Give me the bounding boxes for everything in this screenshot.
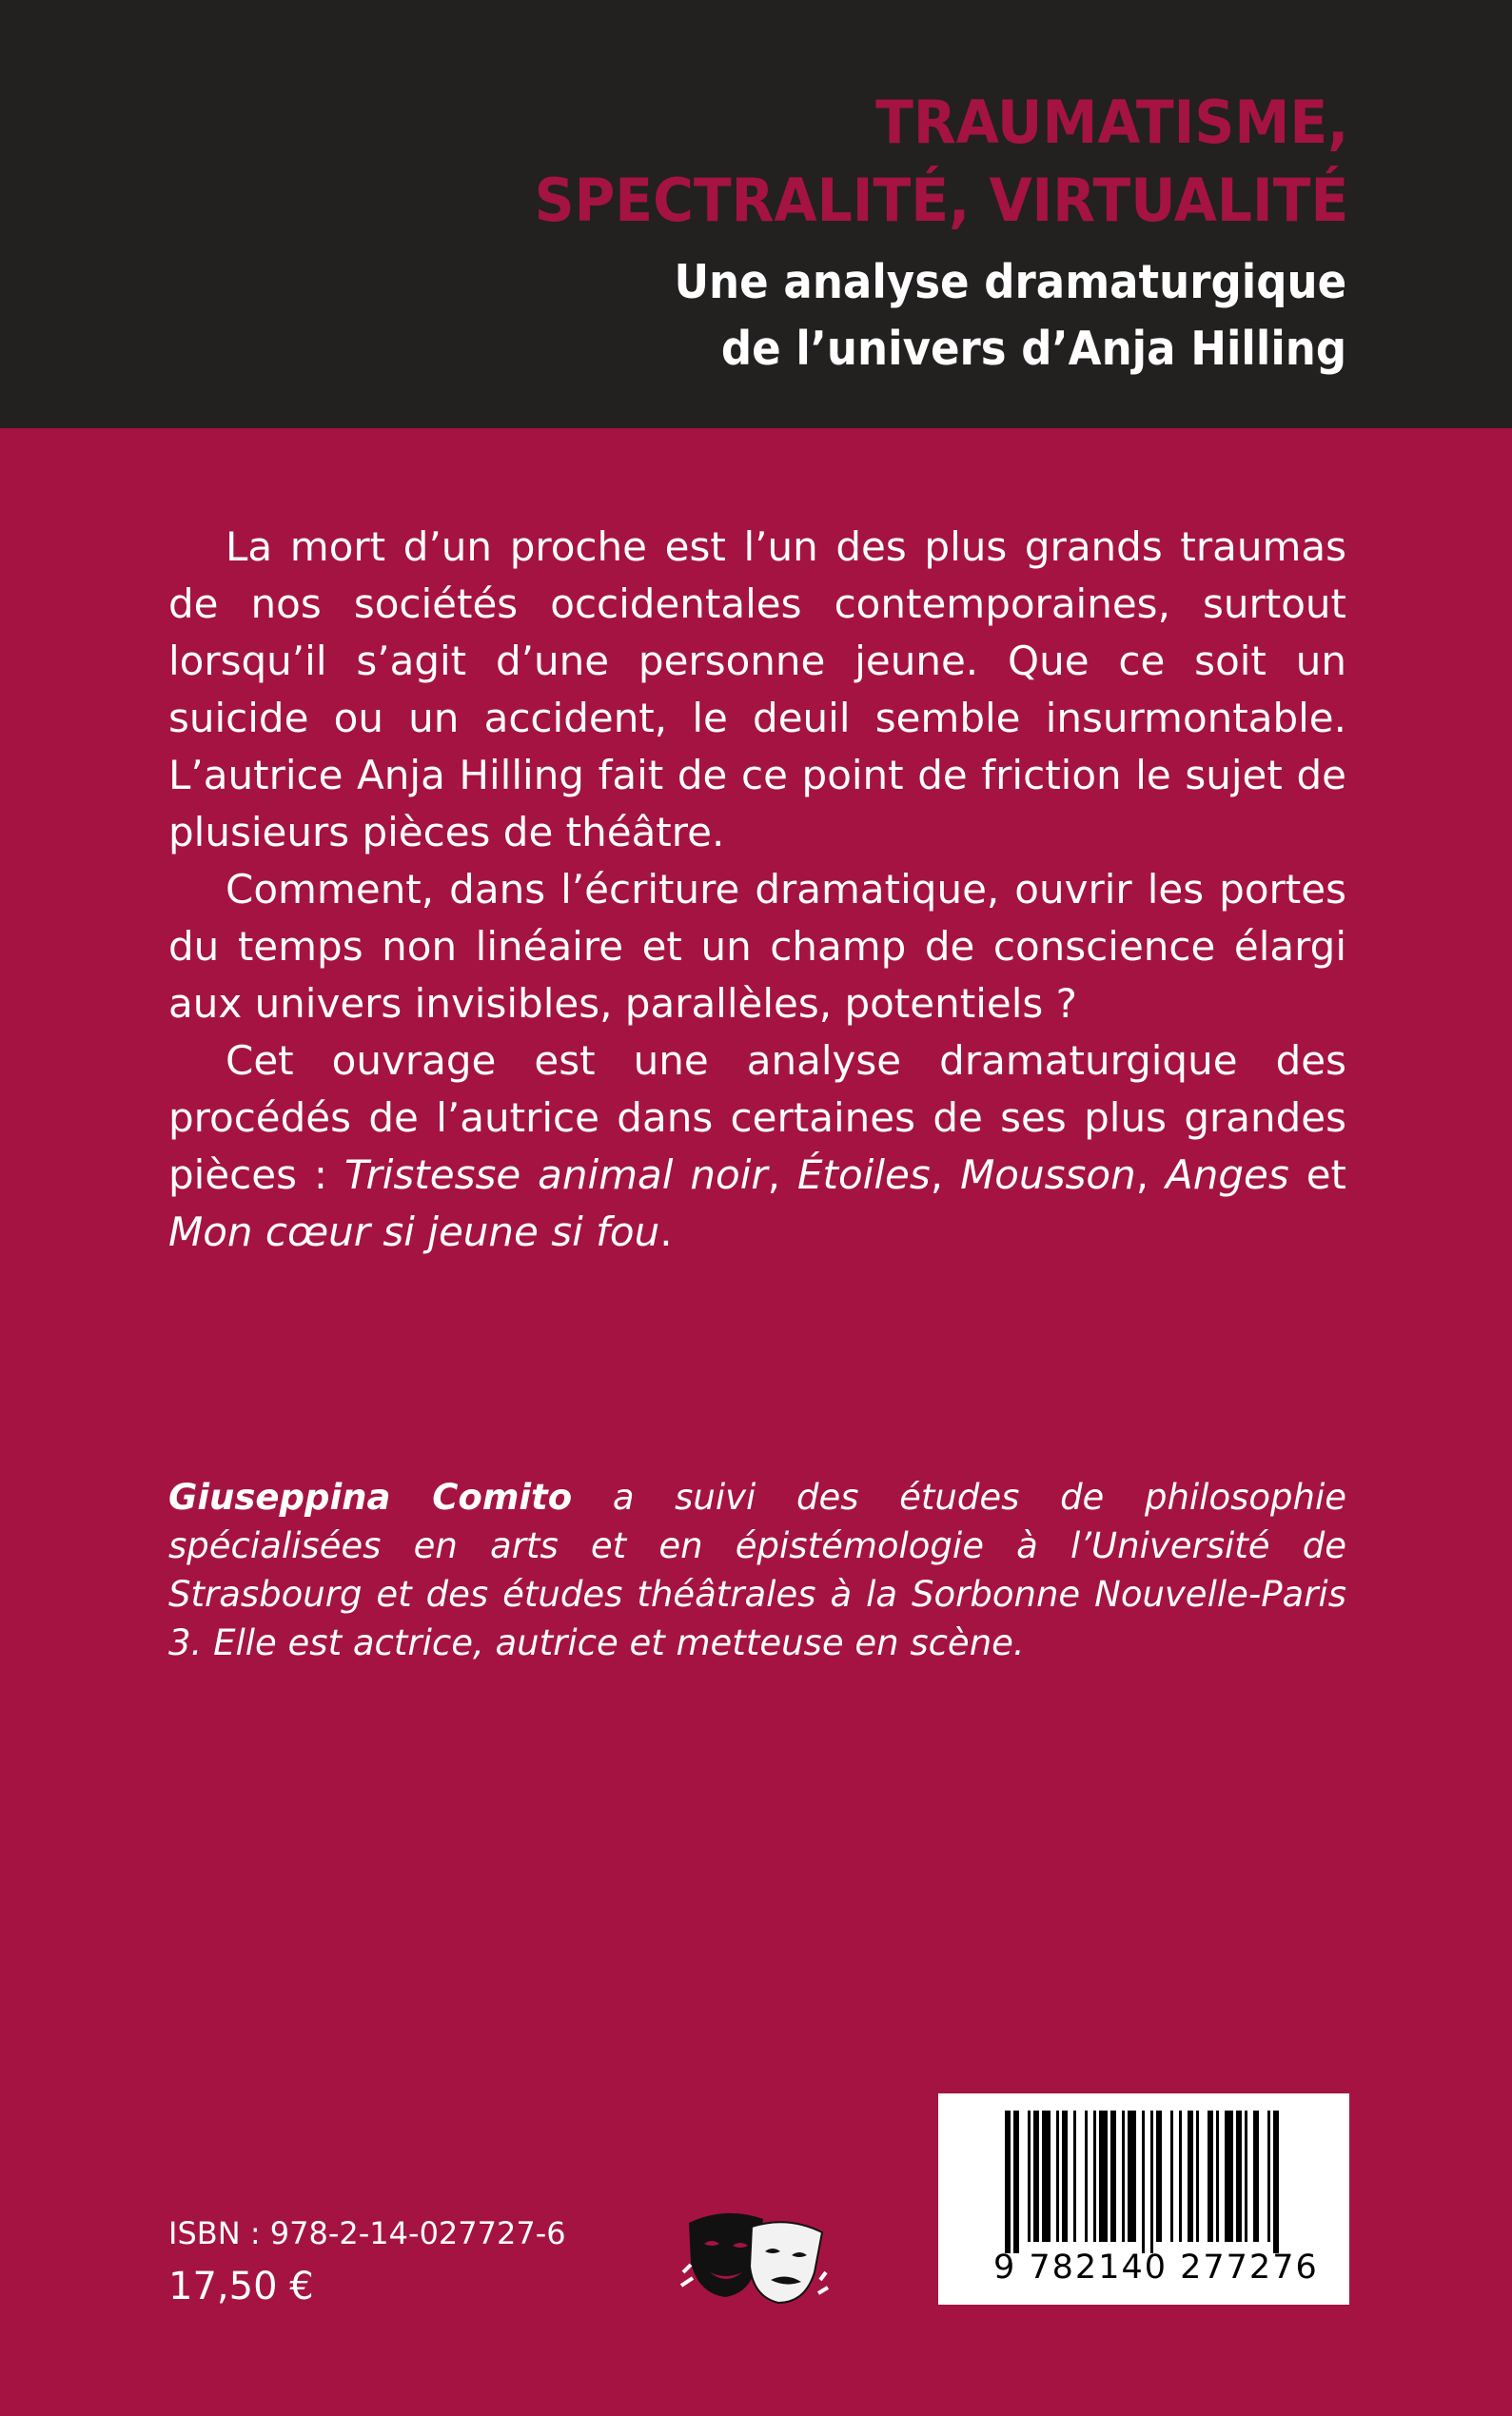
barcode-bar — [1128, 2111, 1136, 2242]
book-subtitle — [674, 249, 1346, 383]
theatre-masks-icon — [677, 2206, 830, 2310]
play-title: Tristesse animal noir — [344, 1151, 768, 1198]
barcode-bar — [1056, 2111, 1059, 2242]
blurb-paragraph-2: Comment, dans l’écriture dramatique, ouvrir les portes du temps non linéaire et un champ de conscience élargi aux univers invisibles, parallèles, potentiels ? — [168, 866, 1346, 1027]
barcode-bar — [1093, 2111, 1096, 2242]
barcode-bar — [1179, 2111, 1182, 2242]
separator: et — [1288, 1151, 1347, 1198]
play-title: Étoiles — [796, 1151, 931, 1198]
subtitle-line-2: de l’univers d’Anja Hilling — [720, 322, 1346, 376]
play-title: Anges — [1166, 1151, 1289, 1198]
barcode-bar — [1225, 2111, 1233, 2242]
blurb-paragraph-1: La mort d’un proche est l’un des plus grands traumas de nos sociétés occidentales contemporaines, surtout lorsqu’il s’agit d’une personne jeune. Que ce soit un suicide ou un accident, le deuil semble insurmontable. L’autrice Anja Hilling fait de ce point de friction le sujet de plusieurs pièces de théâtre. — [168, 523, 1346, 855]
title-line-2: SPECTRALITÉ, VIRTUALITÉ — [534, 166, 1348, 235]
barcode-bar — [1188, 2111, 1193, 2242]
barcode-bar — [1156, 2111, 1162, 2242]
blurb-paragraph-3 — [168, 1032, 1346, 1261]
barcode-bar — [1042, 2111, 1051, 2242]
play-title: Mousson — [960, 1151, 1136, 1198]
barcode-bar — [1208, 2111, 1213, 2242]
barcode-bar — [1005, 2111, 1011, 2253]
barcode-bar — [1028, 2111, 1031, 2242]
separator: . — [659, 1208, 673, 1255]
barcode-bar — [1013, 2111, 1019, 2253]
barcode-bar — [1267, 2111, 1270, 2242]
blurb-p3-intro: Cet ouvrage est une analyse dramaturgique des procédés de l’autrice dans certaines de ses plus grandes pièces : — [168, 1037, 1346, 1198]
author-bio-text: a suivi des études de philosophie spécialisées en arts et en épistémologie à l’Université de Strasbourg et des études théâtrales à la Sorbonne Nouvelle-Paris 3. Elle est actrice, autrice et metteuse en scène. — [168, 1477, 1346, 1663]
barcode-bar — [1122, 2111, 1125, 2242]
back-cover-blurb — [168, 519, 1346, 1261]
barcode-bar — [1196, 2111, 1199, 2242]
author-bio — [168, 1473, 1346, 1667]
title-line-1: TRAUMATISME, — [874, 88, 1348, 157]
barcode-bar — [1085, 2111, 1088, 2242]
subtitle-line-1: Une analyse dramaturgique — [674, 255, 1346, 309]
barcode-bar — [1142, 2111, 1145, 2253]
barcode-bar — [1110, 2111, 1116, 2242]
barcode-bar — [1099, 2111, 1108, 2242]
barcode-bar — [1170, 2111, 1173, 2242]
isbn-label: ISBN : 978-2-14-027727-6 — [168, 2215, 566, 2251]
header-band — [0, 0, 1512, 428]
barcode-digits: 9 782140 277276 — [993, 2249, 1319, 2287]
barcode-bar — [1216, 2111, 1219, 2242]
separator: , — [930, 1151, 961, 1198]
barcode-bar — [1236, 2111, 1242, 2242]
barcode-bar — [1062, 2111, 1068, 2242]
price-label: 17,50 € — [168, 2265, 314, 2308]
barcode-bar — [1073, 2111, 1076, 2242]
separator: , — [767, 1151, 797, 1198]
barcode-bar — [1245, 2111, 1247, 2242]
barcode — [938, 2093, 1349, 2305]
barcode-bar — [1150, 2111, 1153, 2253]
comedy-mask-icon — [750, 2222, 828, 2303]
play-title: Mon cœur si jeune si fou — [168, 1208, 660, 1255]
barcode-bar — [1273, 2111, 1279, 2253]
book-title — [534, 84, 1348, 240]
barcode-bar — [1033, 2111, 1039, 2242]
separator: , — [1135, 1151, 1167, 1198]
barcode-bar — [1253, 2111, 1259, 2242]
author-name: Giuseppina Comito — [168, 1477, 573, 1518]
